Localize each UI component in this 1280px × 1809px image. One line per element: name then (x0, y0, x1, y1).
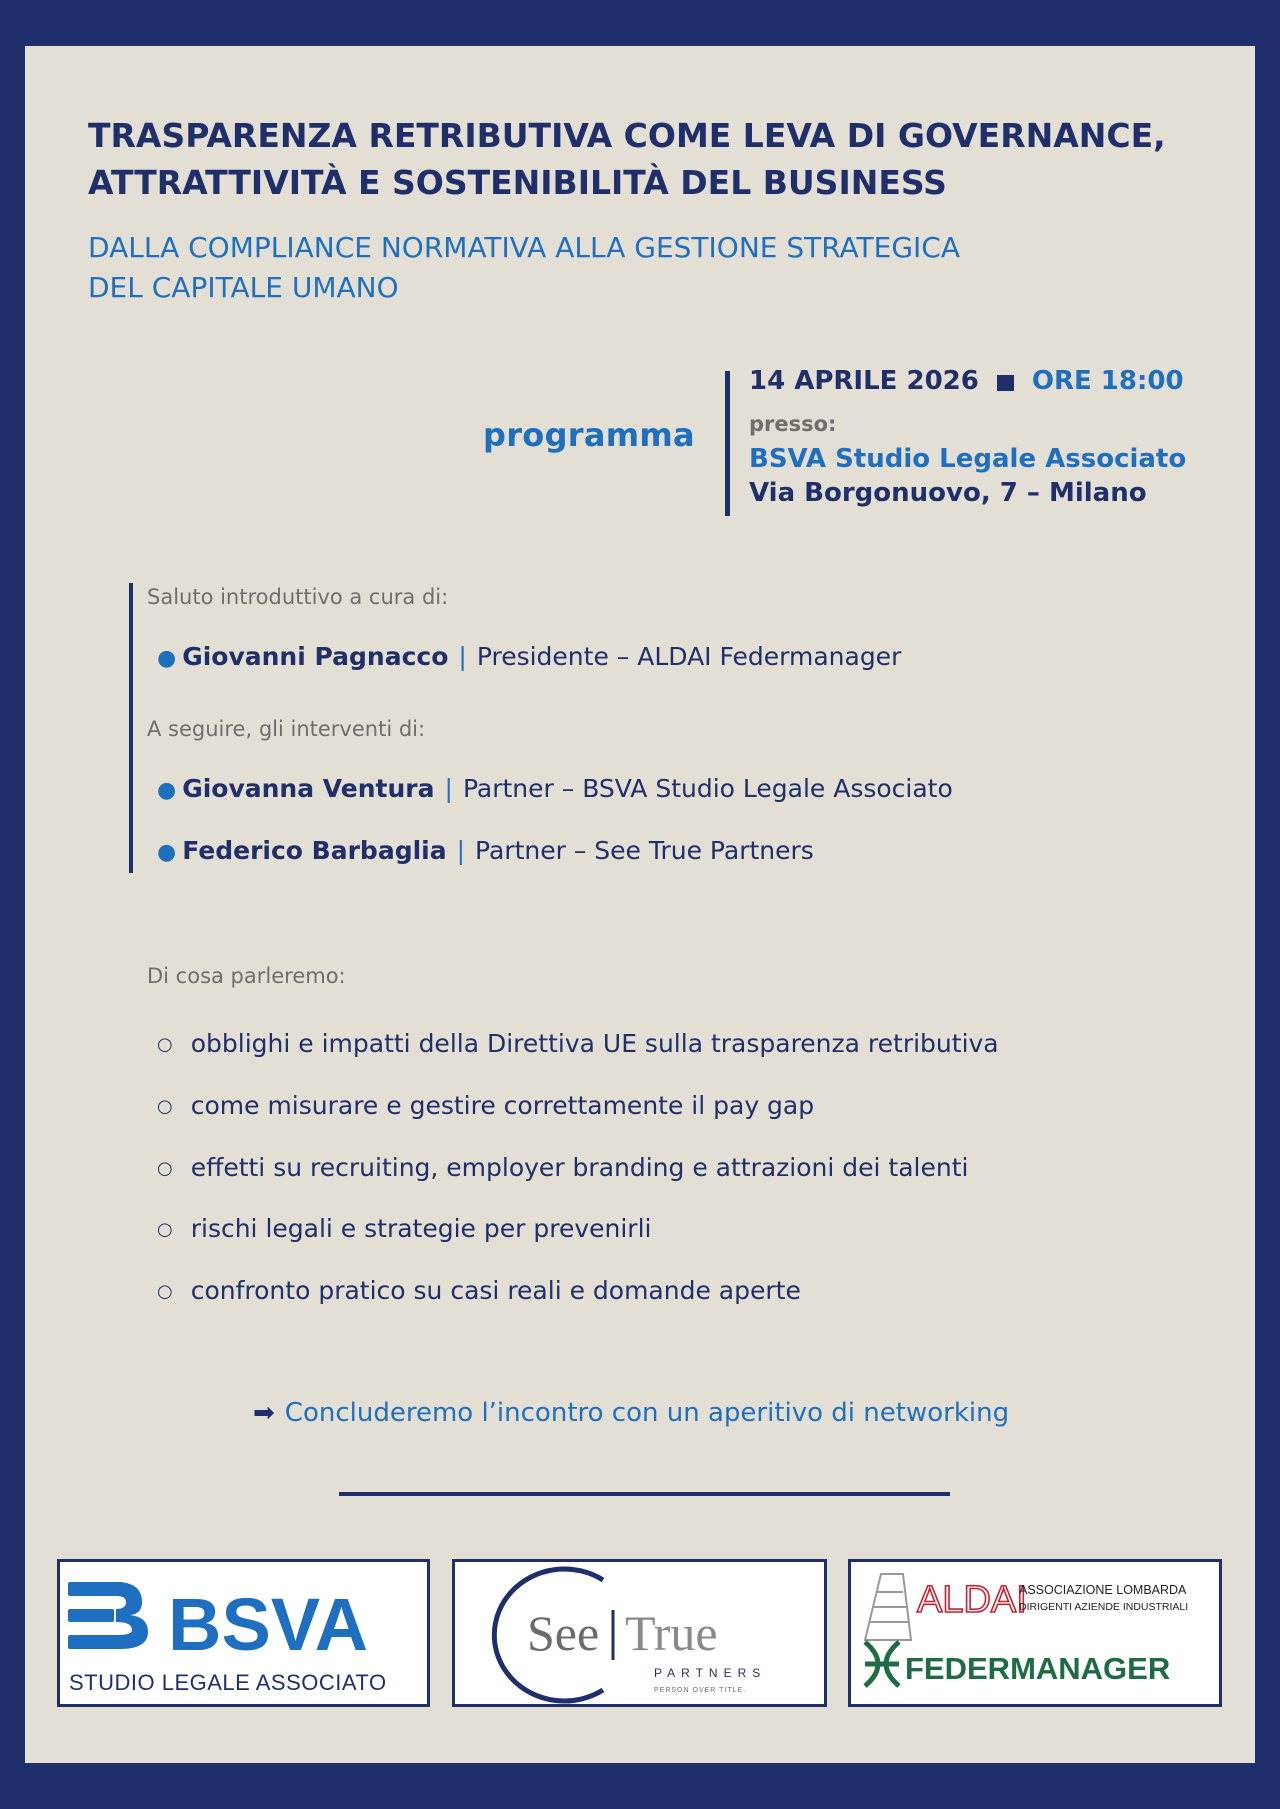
aldai-line-1: ASSOCIAZIONE LOMBARDA (1019, 1583, 1187, 1597)
topic-item (157, 1214, 651, 1243)
speaker-name: Federico Barbaglia (182, 836, 447, 865)
speaker-name: Giovanna Ventura (182, 774, 435, 803)
bsva-logo-graphic (60, 1562, 427, 1704)
topic-text: effetti su recruiting, employer branding e attrazioni dei talenti (190, 1153, 969, 1182)
event-subtitle (88, 228, 1088, 308)
circle-bullet-icon: ○ (157, 1281, 173, 1302)
see-true-word-true: True (625, 1605, 718, 1661)
federmanager-wordmark: FEDERMANAGER (905, 1651, 1171, 1686)
topic-item (157, 1091, 814, 1120)
topic-item (157, 1029, 999, 1058)
aldai-building-icon (865, 1574, 911, 1640)
see-true-logo-graphic (455, 1562, 824, 1704)
speaker-role: Partner – See True Partners (475, 836, 814, 865)
topic-text: come misurare e gestire correttamente il pay gap (190, 1091, 815, 1120)
event-title (88, 112, 1208, 206)
bullet-icon: ● (157, 778, 177, 803)
circle-bullet-icon: ○ (157, 1158, 173, 1179)
aldai-wordmark: ALDAI (917, 1579, 1027, 1621)
topic-text: confronto pratico su casi reali e domande aperte (190, 1276, 801, 1305)
bsva-wordmark: BSVA (168, 1583, 369, 1666)
speaker-separator: | (458, 642, 467, 671)
speaker-name: Giovanni Pagnacco (182, 642, 449, 671)
aldai-logo-graphic (851, 1562, 1219, 1704)
followup-label: A seguire, gli interventi di: (147, 717, 426, 741)
see-true-logo (452, 1559, 827, 1707)
speaker-separator: | (444, 774, 453, 803)
bsva-b-mark-icon (68, 1582, 148, 1649)
circle-bullet-icon: ○ (157, 1219, 173, 1240)
presso-label: presso: (749, 412, 837, 436)
date-time-line (749, 366, 1186, 406)
aldai-line-2: DIRIGENTI AZIENDE INDUSTRIALI (1019, 1601, 1189, 1613)
aldai-federmanager-logo (848, 1559, 1222, 1707)
closing-note (253, 1398, 1009, 1428)
venue-name: BSVA Studio Legale Associato (749, 444, 1187, 474)
see-true-tagline: PERSON OVER TITLE. (654, 1687, 747, 1694)
speaker-role: Presidente – ALDAI Federmanager (476, 642, 902, 671)
speakers-divider (129, 583, 133, 873)
topic-item (157, 1153, 968, 1182)
event-info (749, 366, 1186, 508)
subtitle-line-2: DEL CAPITALE UMANO (88, 271, 399, 304)
subtitle-line-1: DALLA COMPLIANCE NORMATIVA ALLA GESTIONE STRATEGICA (88, 231, 960, 264)
venue-address: Via Borgonuovo, 7 – Milano (749, 478, 1147, 508)
title-line-1: TRASPARENZA RETRIBUTIVA COME LEVA DI GOVERNANCE, (88, 116, 1166, 155)
bsva-logo (57, 1559, 430, 1707)
closing-text: Concluderemo l’incontro con un aperitivo di networking (284, 1398, 1010, 1428)
topics-intro-label: Di cosa parleremo: (147, 964, 346, 988)
arrow-right-icon: ➡ (253, 1398, 275, 1428)
bullet-icon: ● (157, 840, 177, 865)
federmanager-mark-icon (865, 1642, 899, 1686)
circle-bullet-icon: ○ (157, 1096, 173, 1117)
flyer-sheet (25, 46, 1255, 1763)
square-separator-icon (997, 375, 1014, 391)
speaker-item (157, 774, 953, 803)
event-time: ORE 18:00 (1031, 366, 1184, 396)
topic-item (157, 1276, 801, 1305)
title-line-2: ATTRATTIVITÀ E SOSTENIBILITÀ DEL BUSINESS (88, 163, 947, 202)
section-divider (339, 1492, 950, 1496)
topic-text: obblighi e impatti della Direttiva UE sulla trasparenza retributiva (190, 1029, 999, 1058)
see-true-word-see: See (527, 1605, 600, 1661)
intro-label: Saluto introduttivo a cura di: (147, 585, 449, 609)
topic-text: rischi legali e strategie per prevenirli (190, 1214, 652, 1243)
event-date: 14 APRILE 2026 (749, 366, 979, 396)
bullet-icon: ● (157, 646, 177, 671)
bsva-tagline: STUDIO LEGALE ASSOCIATO (69, 1670, 387, 1695)
speaker-separator: | (456, 836, 466, 865)
see-true-partners: PARTNERS (654, 1666, 767, 1680)
programma-label: programma (483, 416, 695, 454)
event-info-divider (725, 371, 730, 516)
speaker-role: Partner – BSVA Studio Legale Associato (462, 774, 953, 803)
speaker-item (157, 836, 814, 865)
circle-bullet-icon: ○ (157, 1034, 173, 1055)
speaker-item (157, 642, 901, 671)
